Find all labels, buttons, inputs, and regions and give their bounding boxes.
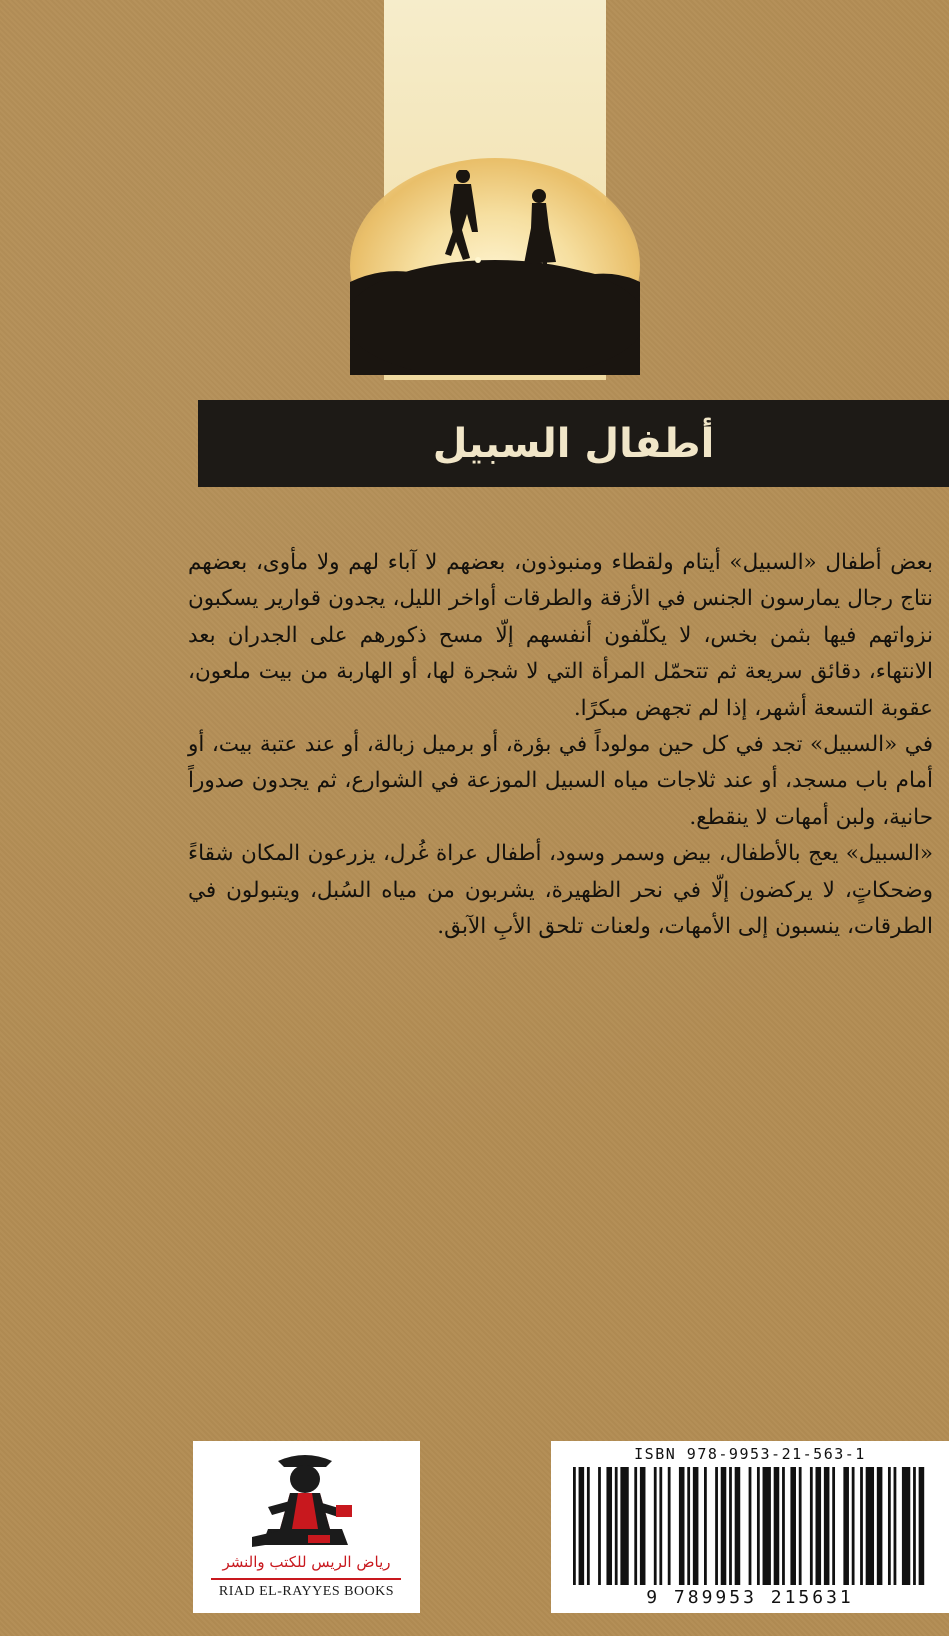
barcode-bar: [634, 1467, 637, 1585]
barcode-bar: [729, 1467, 732, 1585]
ean-digits: 9 789953 215631: [646, 1587, 854, 1608]
publisher-box: [193, 1441, 420, 1613]
publisher-name-arabic: رياض الريس للكتب والنشر: [222, 1553, 391, 1571]
barcode-bar: [687, 1467, 690, 1585]
isbn-label: ISBN 978-9953-21-563-1: [634, 1445, 866, 1463]
barcode-bar: [852, 1467, 855, 1585]
blurb-paragraph-3: «السبيل» يعج بالأطفال، بيض وسمر وسود، أطفال عراة غُرل، يزرعون المكان شقاءً وضحكاتٍ، لا يركضون إلّا في نحر الظهيرة، يشربون من مياه السُبل، ويتبولون في الطرقات، ينسبون إلى الأمهات، ولعنات تلحق الأبِ الآبق.: [188, 841, 933, 940]
silhouette-children-icon: [350, 170, 640, 375]
barcode-bar: [799, 1467, 802, 1585]
barcode-icon: [573, 1467, 927, 1585]
publisher-divider: [211, 1578, 401, 1580]
barcode-bar: [824, 1467, 830, 1585]
barcode-bar: [620, 1467, 628, 1585]
barcode-bar: [579, 1467, 585, 1585]
barcode-bar: [640, 1467, 646, 1585]
barcode-box: [551, 1441, 949, 1613]
barcode-bar: [693, 1467, 699, 1585]
barcode-bar: [774, 1467, 780, 1585]
blurb-text: [188, 545, 933, 945]
barcode-bar: [598, 1467, 601, 1585]
barcode-bar: [606, 1467, 612, 1585]
barcode-bar: [654, 1467, 657, 1585]
barcode-bar: [913, 1467, 916, 1585]
barcode-bar: [843, 1467, 849, 1585]
barcode-bar: [749, 1467, 752, 1585]
barcode-bar: [757, 1467, 760, 1585]
barcode-bar: [888, 1467, 891, 1585]
barcode-bar: [715, 1467, 718, 1585]
barcode-bar: [919, 1467, 925, 1585]
publisher-name-latin: RIAD EL-RAYYES BOOKS: [218, 1584, 395, 1599]
book-title: أطفال السبيل: [432, 420, 715, 467]
barcode-bar: [679, 1467, 685, 1585]
title-band: [198, 400, 949, 487]
barcode-bar: [615, 1467, 618, 1585]
barcode-bar: [860, 1467, 863, 1585]
barcode-bar: [832, 1467, 835, 1585]
barcode-bar: [721, 1467, 727, 1585]
barcode-bar: [668, 1467, 671, 1585]
publisher-logo-icon: [238, 1451, 373, 1551]
barcode-bar: [877, 1467, 883, 1585]
barcode-bar: [587, 1467, 590, 1585]
barcode-bar: [866, 1467, 874, 1585]
barcode-bar: [573, 1467, 576, 1585]
barcode-bar: [763, 1467, 771, 1585]
barcode-bar: [816, 1467, 822, 1585]
barcode-bar: [782, 1467, 785, 1585]
barcode-bar: [790, 1467, 796, 1585]
barcode-bar: [902, 1467, 910, 1585]
blurb-paragraph-1: بعض أطفال «السبيل» أيتام ولقطاء ومنبوذون، بعضهم لا آباء لهم ولا مأوى، بعضهم نتاج رجال يمارسون الجنس في الأزقة والطرقات أواخر الليل، يجدون قوارير يسكبون نزواتهم فيها بثمن بخس، لا يكلّفون أنفسهم إلّا مسح ذكورهم على الجدران بعد الانتهاء، دقائق سريعة ثم تتحمّل المرأة التي لا شجرة لها، أو الهاربة من بيت ملعون، عقوبة التسعة أشهر، إذا لم تجهض مبكرًا.: [188, 550, 933, 721]
barcode-bar: [810, 1467, 813, 1585]
barcode-bar: [659, 1467, 662, 1585]
barcode-bar: [704, 1467, 707, 1585]
blurb-paragraph-2: في «السبيل» تجد في كل حين مولوداً في بؤرة، أو برميل زبالة، أو عند عتبة بيت، أو أمام باب مسجد، أو عند ثلاجات مياه السبيل الموزعة في الشوارع، ثم يجدون صدوراً حانية، ولبن أمهات لا ينقطع.: [188, 732, 933, 830]
barcode-bar: [735, 1467, 741, 1585]
barcode-bar: [894, 1467, 897, 1585]
